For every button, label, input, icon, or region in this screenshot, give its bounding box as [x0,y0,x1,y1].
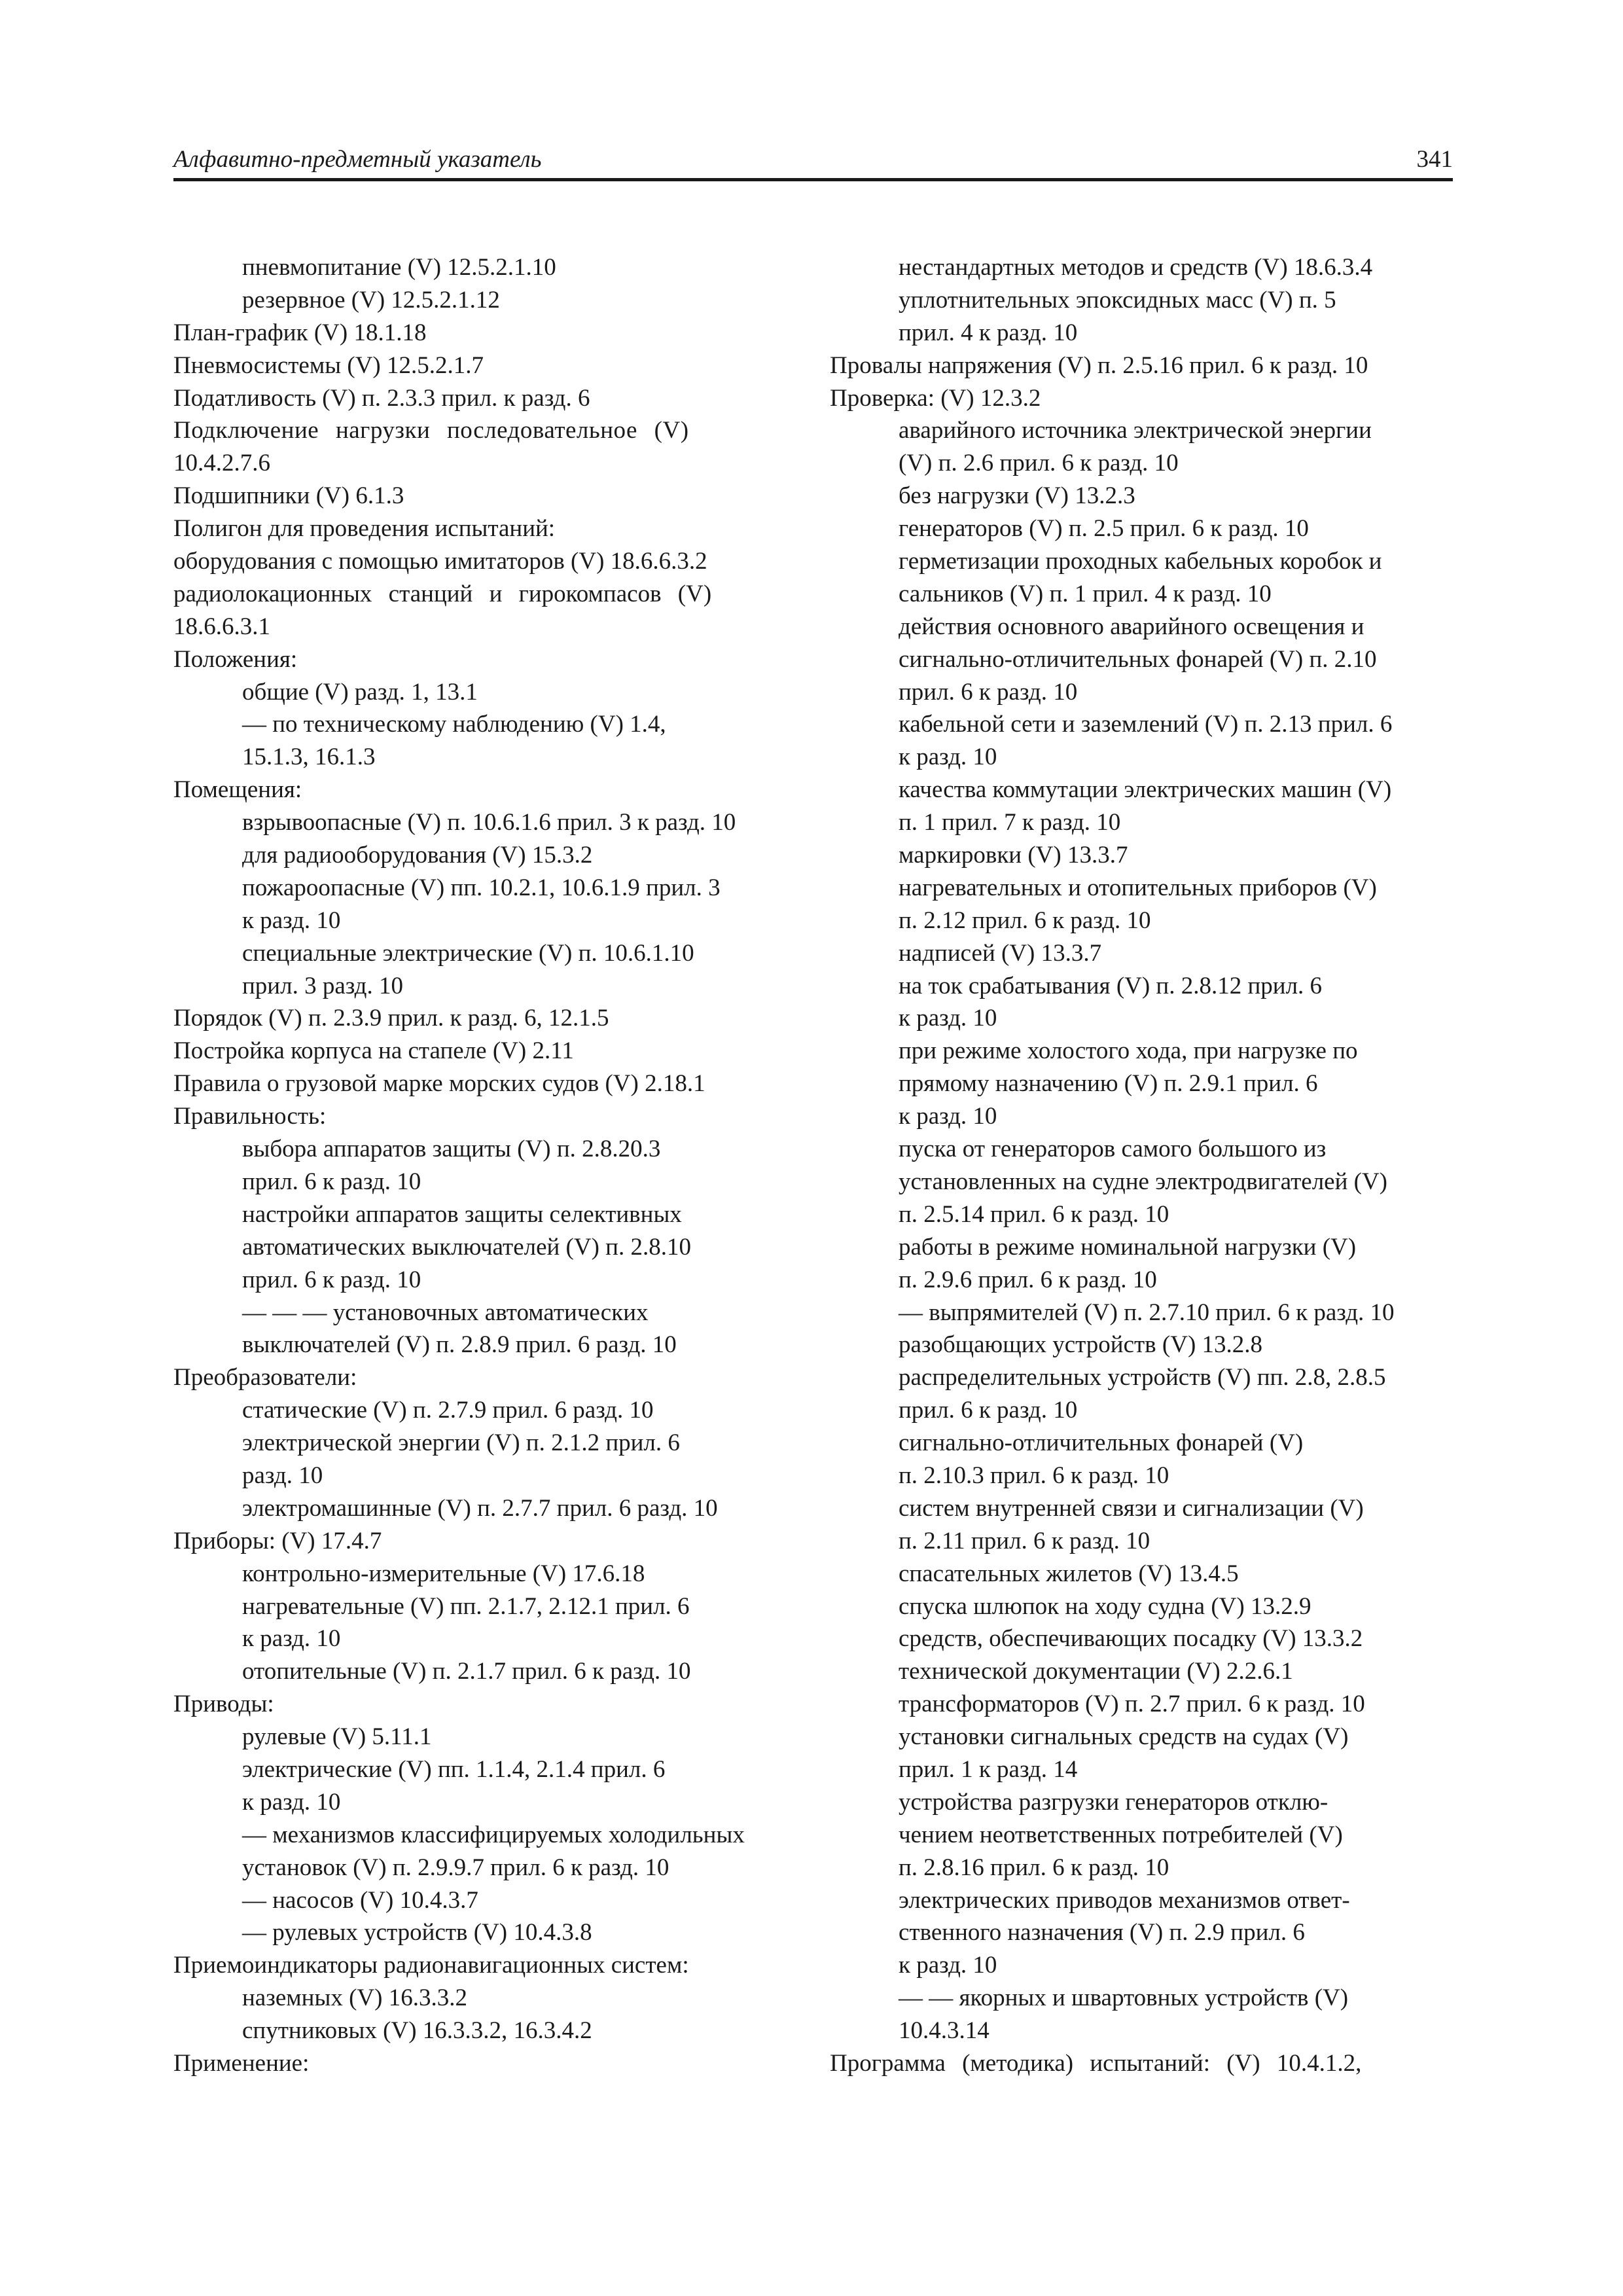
index-entry: нестандартных методов и средств (V) 18.6.3.4 [899,254,1373,281]
index-entry: пневмопитание (V) 12.5.2.1.10 [242,254,556,281]
index-entry: герметизации проходных кабельных коробок и [899,548,1382,575]
index-entry: — насосов (V) 10.4.3.7 [242,1886,478,1914]
index-entry: маркировки (V) 13.3.7 [899,842,1128,869]
index-entry: технической документации (V) 2.2.6.1 [899,1658,1293,1685]
index-entry: Подключение нагрузки последовательное (V) [173,417,689,444]
index-entry: Постройка корпуса на стапеле (V) 2.11 [173,1037,574,1065]
index-entry: Провалы напряжения (V) п. 2.5.16 прил. 6 к разд. 10 [830,351,1368,379]
index-entry: Помещения: [173,776,302,804]
index-entry: выключателей (V) п. 2.8.9 прил. 6 разд. 10 [242,1331,677,1359]
index-entry: п. 2.10.3 прил. 6 к разд. 10 [899,1462,1169,1489]
index-entry: п. 2.11 прил. 6 к разд. 10 [899,1527,1150,1554]
index-entry: — рулевых устройств (V) 10.4.3.8 [242,1919,592,1946]
running-header [173,143,1453,181]
index-entry: ственного назначения (V) п. 2.9 прил. 6 [899,1919,1305,1946]
index-entry: радиолокационных станций и гирокомпасов (V) [173,580,712,607]
index-entry: Применение: [173,2049,310,2077]
index-entry: распределительных устройств (V) пп. 2.8, 2.8.5 [899,1364,1386,1391]
index-entry: работы в режиме номинальной нагрузки (V) [899,1233,1357,1261]
index-entry: автоматических выключателей (V) п. 2.8.10 [242,1233,691,1261]
index-entry: — — — установочных автоматических [242,1299,649,1326]
index-entry: Правильность: [173,1103,327,1130]
index-entry: — по техническому наблюдению (V) 1.4, [242,711,666,738]
index-entry: действия основного аварийного освещения и [899,613,1364,640]
index-entry: чением неответственных потребителей (V) [899,1821,1343,1848]
index-entry: на ток срабатывания (V) п. 2.8.12 прил. 6 [899,972,1323,999]
index-entry: Преобразователи: [173,1364,357,1391]
index-entry: прил. 6 к разд. 10 [899,1397,1078,1424]
index-entry: пуска от генераторов самого большого из [899,1136,1327,1163]
index-entry: п. 2.8.16 прил. 6 к разд. 10 [899,1854,1169,1881]
index-entry: к разд. 10 [899,1005,997,1032]
index-entry: для радиооборудования (V) 15.3.2 [242,842,593,869]
index-entry: без нагрузки (V) 13.2.3 [899,482,1135,510]
index-entry: Приемоиндикаторы радионавигационных систем: [173,1952,689,1979]
index-entry: выбора аппаратов защиты (V) п. 2.8.20.3 [242,1136,661,1163]
index-entry: рулевые (V) 5.11.1 [242,1723,432,1751]
index-entry: установленных на судне электродвигателей (V) [899,1168,1387,1195]
index-entry: п. 1 прил. 7 к разд. 10 [899,809,1121,836]
index-entry: пожароопасные (V) пп. 10.2.1, 10.6.1.9 прил. 3 [242,874,721,901]
index-entry: прил. 3 разд. 10 [242,972,404,999]
index-entry: прямому назначению (V) п. 2.9.1 прил. 6 [899,1070,1318,1098]
index-entry: устройства разгрузки генераторов отклю- [899,1788,1329,1816]
index-entry: Приборы: (V) 17.4.7 [173,1527,382,1554]
index-entry: прил. 6 к разд. 10 [899,678,1078,706]
index-entry: аварийного источника электрической энергии [899,417,1372,444]
index-entry: к разд. 10 [242,906,341,934]
index-entry: к разд. 10 [899,1952,997,1979]
index-entry: План-график (V) 18.1.18 [173,319,427,346]
index-entry: настройки аппаратов защиты селективных [242,1200,682,1228]
index-entry: статические (V) п. 2.7.9 прил. 6 разд. 10 [242,1397,654,1424]
index-entry: средств, обеспечивающих посадку (V) 13.3.2 [899,1625,1363,1653]
index-entry: сигнально-отличительных фонарей (V) п. 2.10 [899,645,1377,673]
index-entry: контрольно-измерительные (V) 17.6.18 [242,1560,645,1587]
index-entry: специальные электрические (V) п. 10.6.1.10 [242,939,694,967]
index-entry: прил. 4 к разд. 10 [899,319,1078,346]
index-entry: Подшипники (V) 6.1.3 [173,482,404,510]
index-entry: 15.1.3, 16.1.3 [242,744,376,771]
index-entry: 10.4.2.7.6 [173,450,270,477]
index-entry: систем внутренней связи и сигнализации (V) [899,1494,1364,1522]
index-entry: п. 2.12 прил. 6 к разд. 10 [899,906,1151,934]
index-entry: 10.4.3.14 [899,2017,990,2045]
index-entry: 18.6.6.3.1 [173,613,270,640]
index-entry: спуска шлюпок на ходу судна (V) 13.2.9 [899,1592,1311,1620]
running-header-title: Алфавитно-предметный указатель [173,146,542,173]
index-entry: Программа (методика) испытаний: (V) 10.4.1.2, [830,2049,1362,2077]
index-entry: Положения: [173,645,298,673]
index-entry: — — якорных и швартовных устройств (V) [899,1984,1349,2012]
index-entry: генераторов (V) п. 2.5 прил. 6 к разд. 10 [899,515,1309,543]
index-entry: к разд. 10 [899,744,997,771]
index-entry: разобщающих устройств (V) 13.2.8 [899,1331,1263,1359]
index-entry: электрических приводов механизмов ответ- [899,1886,1350,1914]
index-entry: общие (V) разд. 1, 13.1 [242,678,478,706]
index-entry: электрические (V) пп. 1.1.4, 2.1.4 прил. 6 [242,1755,666,1783]
index-entry: Пневмосистемы (V) 12.5.2.1.7 [173,351,484,379]
index-entry: Полигон для проведения испытаний: [173,515,556,543]
index-entry: Приводы: [173,1691,274,1718]
index-entry: установки сигнальных средств на судах (V) [899,1723,1349,1751]
index-entry: электромашинные (V) п. 2.7.7 прил. 6 разд. 10 [242,1494,718,1522]
index-entry: — механизмов классифицируемых холодильных [242,1821,745,1848]
index-entry: взрывоопасные (V) п. 10.6.1.6 прил. 3 к разд. 10 [242,809,736,836]
index-entry: спутниковых (V) 16.3.3.2, 16.3.4.2 [242,2017,592,2045]
index-entry: п. 2.5.14 прил. 6 к разд. 10 [899,1200,1169,1228]
index-entry: резервное (V) 12.5.2.1.12 [242,286,500,314]
index-entry: отопительные (V) п. 2.1.7 прил. 6 к разд. 10 [242,1658,691,1685]
page-number: 341 [1416,146,1453,173]
index-entry: к разд. 10 [242,1788,341,1816]
index-entry: нагревательных и отопительных приборов (V) [899,874,1377,901]
index-entry: Правила о грузовой марке морских судов (V) 2.18.1 [173,1070,705,1098]
index-entry: Податливость (V) п. 2.3.3 прил. к разд. 6 [173,384,590,412]
index-entry: сальников (V) п. 1 прил. 4 к разд. 10 [899,580,1272,607]
index-entry: разд. 10 [242,1462,323,1489]
index-entry: при режиме холостого хода, при нагрузке по [899,1037,1358,1065]
index-entry: надписей (V) 13.3.7 [899,939,1102,967]
index-entry: оборудования с помощью имитаторов (V) 18.6.6.3.2 [173,548,707,575]
index-entry: (V) п. 2.6 прил. 6 к разд. 10 [899,450,1179,477]
index-entry: к разд. 10 [242,1625,341,1653]
index-column-right [830,251,1453,2080]
index-entry: к разд. 10 [899,1103,997,1130]
index-entry: кабельной сети и заземлений (V) п. 2.13 прил. 6 [899,711,1393,738]
index-entry: сигнально-отличительных фонарей (V) [899,1429,1304,1457]
index-entry: установок (V) п. 2.9.9.7 прил. 6 к разд. 10 [242,1854,669,1881]
index-entry: Проверка: (V) 12.3.2 [830,384,1041,412]
index-entry: прил. 1 к разд. 14 [899,1755,1078,1783]
index-entry: прил. 6 к разд. 10 [242,1266,421,1293]
index-entry: электрической энергии (V) п. 2.1.2 прил. 6 [242,1429,680,1457]
index-entry: нагревательные (V) пп. 2.1.7, 2.12.1 прил. 6 [242,1592,690,1620]
index-entry: качества коммутации электрических машин (V) [899,776,1392,804]
index-entry: прил. 6 к разд. 10 [242,1168,421,1195]
index-column-left [173,251,796,2080]
index-entry: уплотнительных эпоксидных масс (V) п. 5 [899,286,1336,314]
index-entry: наземных (V) 16.3.3.2 [242,1984,467,2012]
index-entry: — выпрямителей (V) п. 2.7.10 прил. 6 к разд. 10 [899,1299,1395,1326]
index-entry: Порядок (V) п. 2.3.9 прил. к разд. 6, 12.1.5 [173,1005,609,1032]
index-entry: трансформаторов (V) п. 2.7 прил. 6 к разд. 10 [899,1691,1365,1718]
index-entry: спасательных жилетов (V) 13.4.5 [899,1560,1239,1587]
index-entry: п. 2.9.6 прил. 6 к разд. 10 [899,1266,1157,1293]
